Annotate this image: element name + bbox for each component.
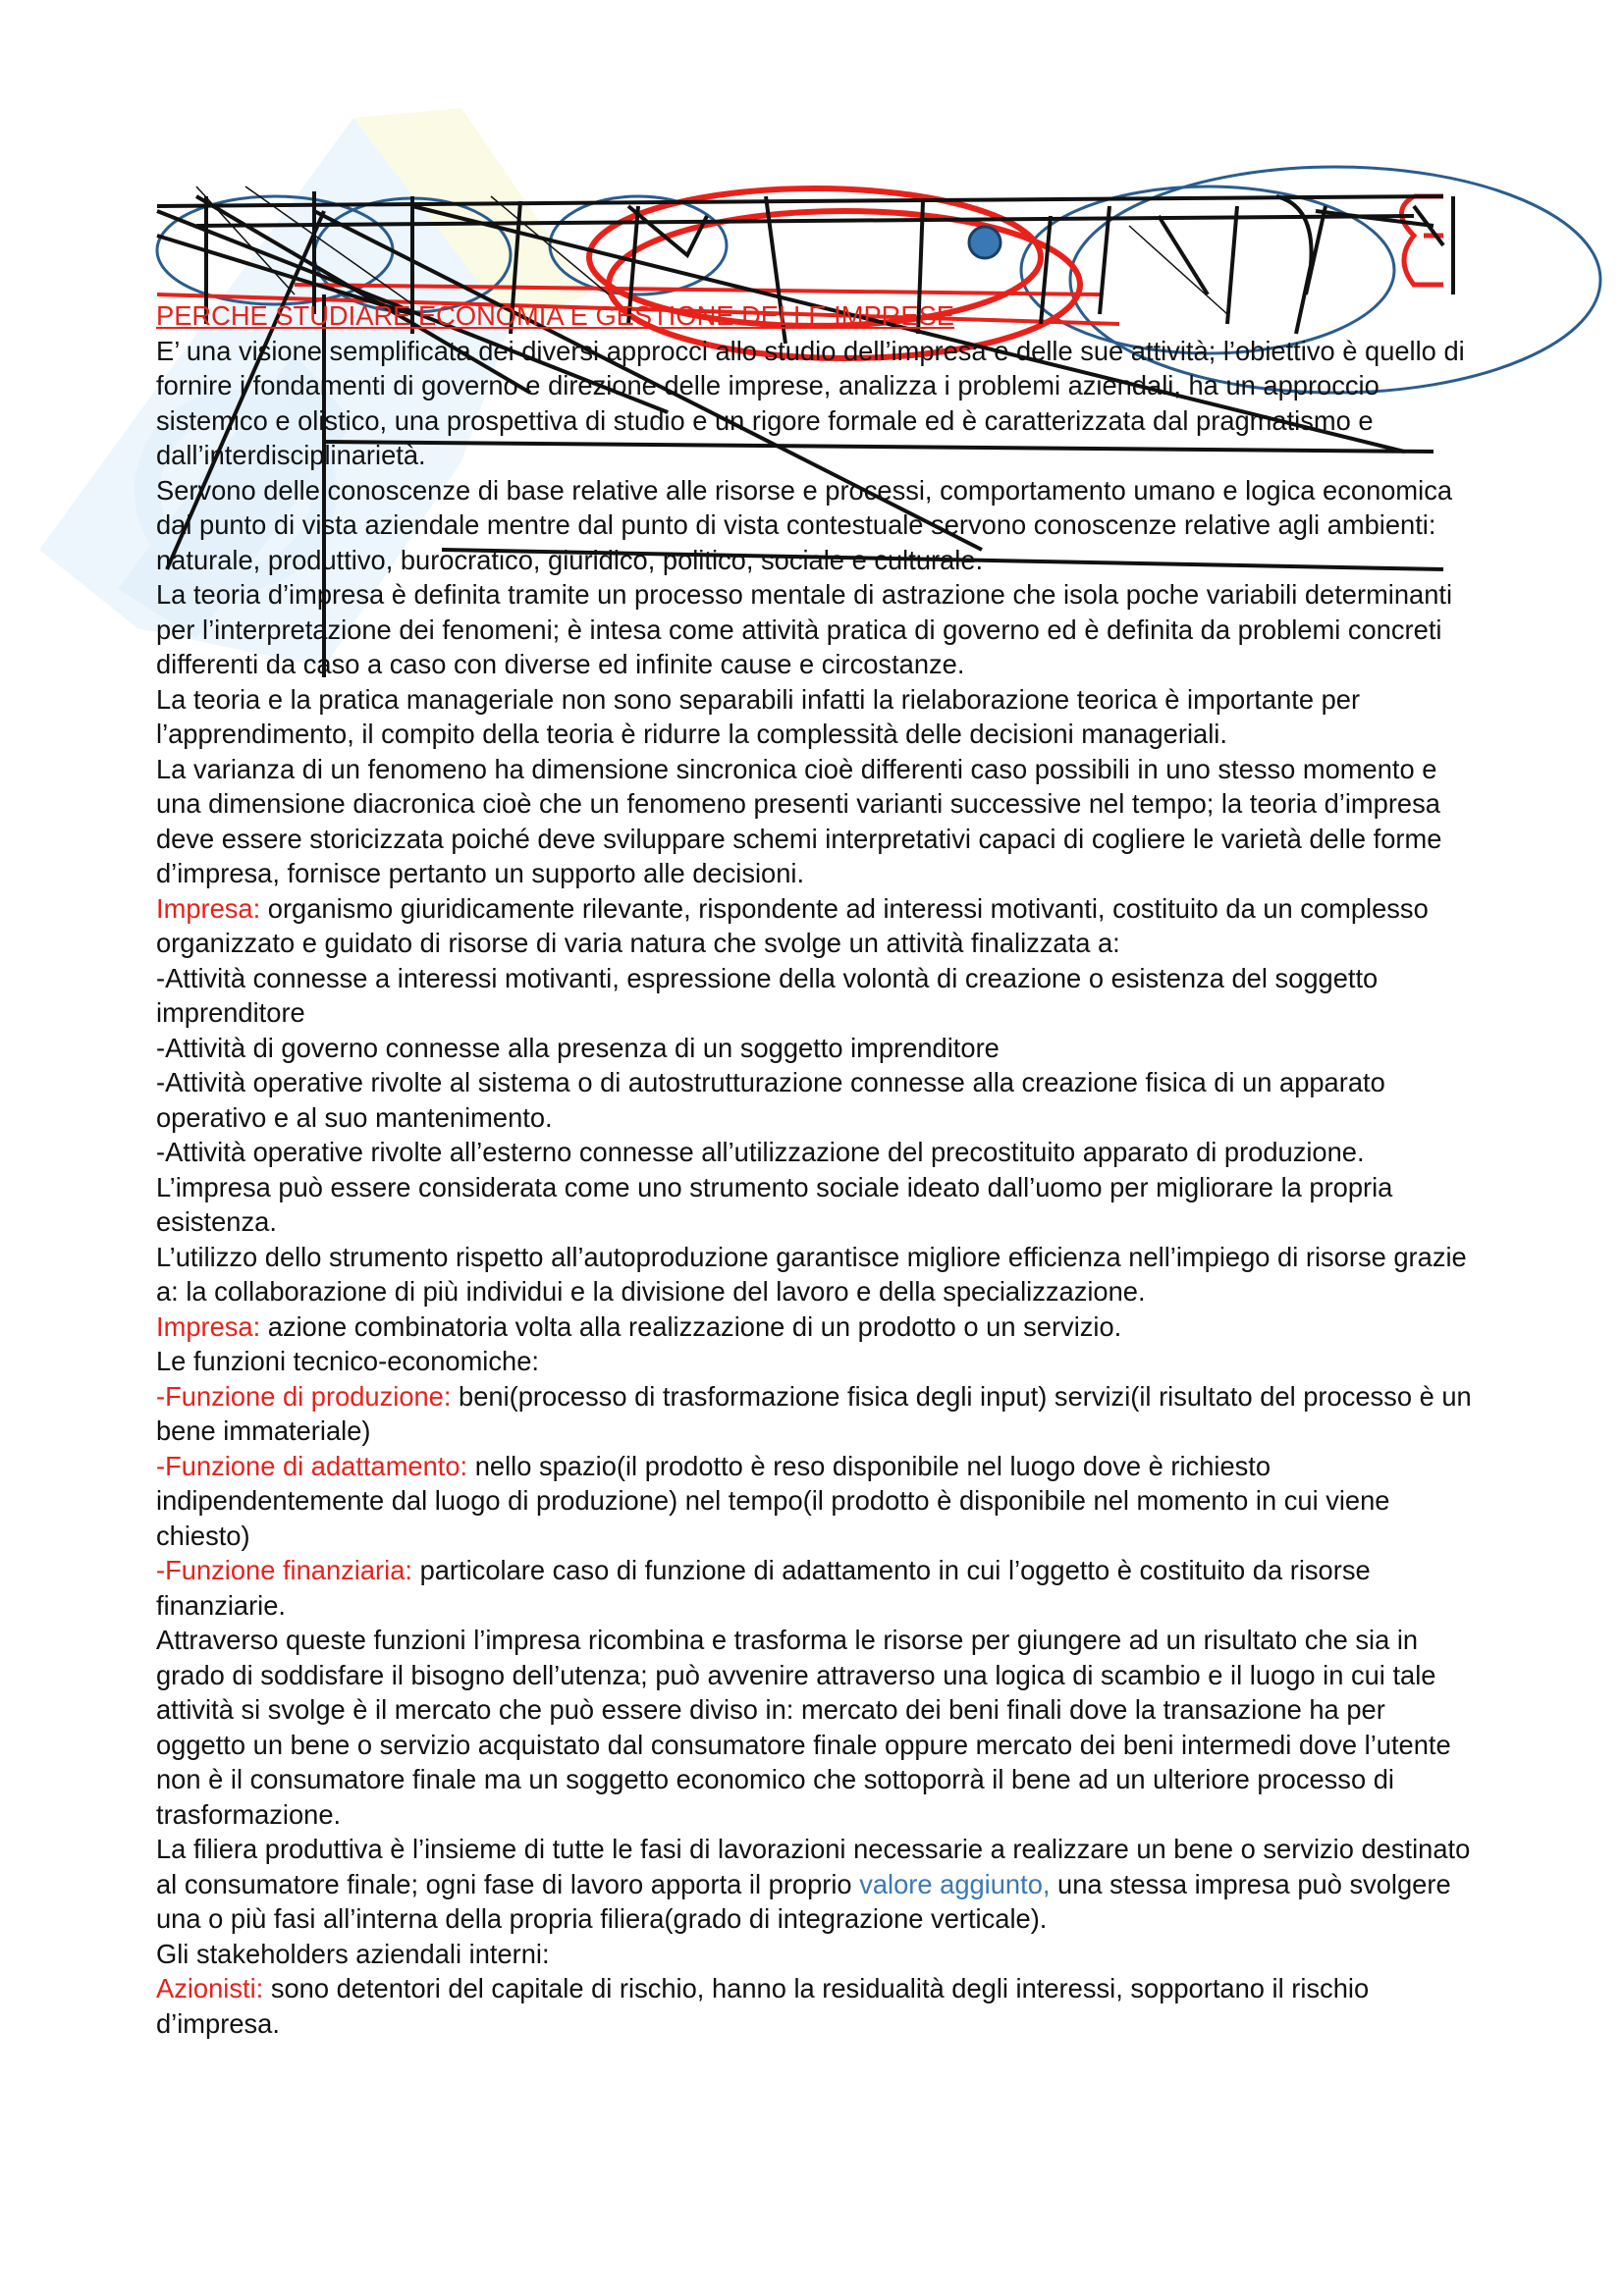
paragraph: La varianza di un fenomeno ha dimensione sincronica cioè differenti caso possibili in uno stesso momento e una dimensione diacronica cioè che un fenomeno presenti varianti successive nel tempo; la teoria d’impresa deve essere storicizzata poiché deve sviluppare schemi interpretativi capaci di cogliere le varietà delle forme d’impresa, fornisce pertanto un supporto alle decisioni. bbox=[156, 753, 1442, 888]
definition-label: Impresa: bbox=[156, 1310, 261, 1342]
paragraph: Gli stakeholders aziendali interni: bbox=[156, 1938, 550, 1969]
definition-paragraph: -Funzione di adattamento: nello spazio(il prodotto è reso disponibile nel luogo dove è richiesto indipendentemente dal luogo di produzione) nel tempo(il prodotto è disponibile nel momento in cui viene chiesto) bbox=[156, 1450, 1390, 1551]
definition-label: Impresa: bbox=[156, 892, 261, 924]
definition-paragraph: -Funzione finanziaria: particolare caso di funzione di adattamento in cui l’oggetto è costituito da risorse finanziarie. bbox=[156, 1555, 1371, 1621]
list-item: -Attività connesse a interessi motivanti, espressione della volontà di creazione o esistenza del soggetto imprenditore bbox=[156, 962, 1379, 1028]
definition-label: -Funzione di produzione: bbox=[156, 1380, 452, 1412]
definition-paragraph: -Funzione di produzione: beni(processo di trasformazione fisica degli input) servizi(il risultato del processo è un bene immateriale) bbox=[156, 1380, 1472, 1446]
definition-paragraph: Azionisti: sono detentori del capitale di rischio, hanno la residualità degli interessi, sopportano il rischio d’impresa. bbox=[156, 1973, 1370, 2039]
paragraph: La teoria e la pratica manageriale non sono separabili infatti la rielaborazione teorica è importante per l’apprendimento, il compito della teoria è ridurre la complessità delle decisioni manageriali. bbox=[156, 683, 1361, 749]
definition-paragraph: Impresa: azione combinatoria volta alla realizzazione di un prodotto o un servizio. bbox=[156, 1310, 1122, 1342]
definition-label: -Funzione finanziaria: bbox=[156, 1555, 412, 1585]
paragraph: Attraverso queste funzioni l’impresa ricombina e trasforma le risorse per giungere ad un risultato che sia in grado di soddisfare il bisogno dell’utenza; può avvenire attraverso una logica di scambio e il luogo in cui tale attività si svolge è il mercato che può essere diviso in: mercato dei beni finali dove la transazione ha per oggetto un bene o servizio acquistato dal consumatore finale oppure mercato dei beni intermedi dove l’utente non è il consumatore finale ma un soggetto economico che sottoporrà il bene ad un ulteriore processo di trasformazione. bbox=[156, 1625, 1451, 1830]
document-body bbox=[156, 298, 1472, 2041]
definition-label: -Funzione di adattamento: bbox=[156, 1450, 468, 1481]
paragraph: Servono delle conoscenze di base relative alle risorse e processi, comportamento umano e logica economica dal punto di vista aziendale mentre dal punto di vista contestuale servono conoscenze relative agli ambienti: naturale, produttivo, burocratico, giuridico, politico, sociale e culturale. bbox=[156, 474, 1453, 575]
highlighted-term: valore aggiunto, bbox=[859, 1868, 1051, 1899]
paragraph: La filiera produttiva è l’insieme di tutte le fasi di lavorazioni necessarie a realizzare un bene o servizio destinato al consumatore finale; ogni fase di lavoro apporta il proprio valore aggiunto, una stessa impresa può svolgere una o più fasi all’interna della propria filiera(grado di integrazione verticale). bbox=[156, 1834, 1471, 1934]
document-title: PERCHE STUDIARE ECONOMIA E GESTIONE DELLE IMPRESE bbox=[156, 300, 955, 331]
list-item: -Attività di governo connesse alla presenza di un soggetto imprenditore bbox=[156, 1032, 1000, 1063]
paragraph: L’utilizzo dello strumento rispetto all’autoproduzione garantisce migliore efficienza nell’impiego di risorse grazie a: la collaborazione di più individui e la divisione del lavoro e della specializzazione. bbox=[156, 1241, 1467, 1307]
paragraph: L’impresa può essere considerata come uno strumento sociale ideato dall’uomo per migliorare la propria esistenza. bbox=[156, 1171, 1393, 1237]
paragraph: Le funzioni tecnico-economiche: bbox=[156, 1346, 539, 1376]
list-item: -Attività operative rivolte al sistema o di autostrutturazione connesse alla creazione fisica di un apparato operativo e al suo mantenimento. bbox=[156, 1067, 1385, 1133]
definition-label: Azionisti: bbox=[156, 1973, 264, 2003]
definition-paragraph: Impresa: organismo giuridicamente rilevante, rispondente ad interessi motivanti, costituito da un complesso organizzato e guidato di risorse di varia natura che svolge un attività finalizzata a: bbox=[156, 892, 1429, 958]
paragraph: La teoria d’impresa è definita tramite un processo mentale di astrazione che isola poche variabili determinanti per l’interpretazione dei fenomeni; è intesa come attività pratica di governo ed è definita da problemi concreti differenti da caso a caso con diverse ed infinite cause e circostanze. bbox=[156, 579, 1453, 679]
paragraph: E’ una visione semplificata dei diversi approcci allo studio dell’impresa e delle sue attività; l’obiettivo è quello di fornire i fondamenti di governo e direzione delle imprese, analizza i problemi aziendali, ha un approccio sistemico e olistico, una prospettiva di studio e un rigore formale ed è caratterizzata dal pragmatismo e dall’interdisciplinarietà. bbox=[156, 335, 1465, 470]
list-item: -Attività operative rivolte all’esterno connesse all’utilizzazione del precostituito apparato di produzione. bbox=[156, 1137, 1365, 1167]
